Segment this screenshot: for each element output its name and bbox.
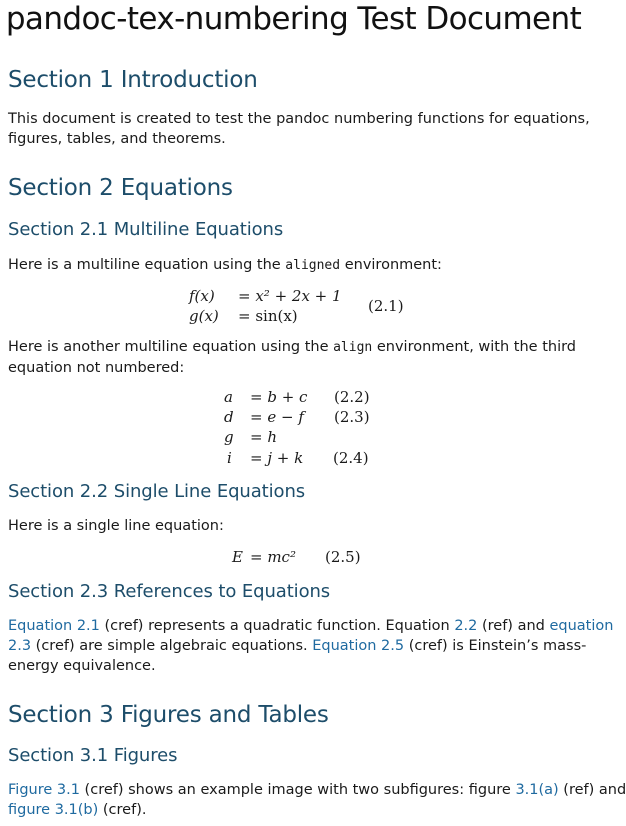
text-run: environment: bbox=[340, 257, 442, 273]
inline-code: align bbox=[333, 340, 373, 355]
equation-rhs: = h bbox=[250, 428, 277, 446]
text-run: (ref) and bbox=[477, 618, 550, 634]
figure-3-1a-link[interactable]: 3.1(a) bbox=[515, 782, 559, 798]
equation-lhs: g(x) bbox=[189, 307, 219, 325]
equation-rhs: = sin(x) bbox=[238, 307, 298, 325]
text-run: environment, with the third bbox=[372, 339, 577, 355]
paragraph-line bbox=[8, 616, 614, 636]
figure-3-1-link[interactable]: Figure 3.1 bbox=[8, 782, 80, 798]
equation-lhs: f(x) bbox=[189, 287, 215, 305]
aligned-intro-paragraph bbox=[8, 255, 582, 276]
section-2-2-heading: Section 2.2 Single Line Equations bbox=[8, 481, 306, 502]
equation-2-5-link[interactable]: Equation 2.5 bbox=[312, 638, 405, 654]
equation-2-3-link[interactable]: equation bbox=[549, 618, 614, 634]
section-1-paragraph bbox=[8, 109, 590, 149]
equation-rhs: = j + k bbox=[250, 449, 304, 467]
paragraph-line bbox=[8, 636, 587, 656]
equation-rhs: = b + c bbox=[250, 388, 308, 406]
section-2-3-heading: Section 2.3 References to Equations bbox=[8, 581, 331, 602]
paragraph-line: equation not numbered: bbox=[8, 360, 185, 376]
text-run: Here is another multiline equation using the bbox=[8, 339, 334, 355]
single-line-intro-paragraph bbox=[8, 516, 582, 536]
paragraph-line bbox=[8, 337, 582, 358]
equation-2-5 bbox=[0, 546, 587, 568]
equation-number: (2.2) bbox=[334, 388, 370, 406]
figure-3-1b-link[interactable]: figure 3.1(b) bbox=[8, 802, 99, 818]
text-run: (cref). bbox=[98, 802, 147, 818]
section-2-1-heading: Section 2.1 Multiline Equations bbox=[8, 219, 284, 240]
section-3-1-heading: Section 3.1 Figures bbox=[8, 745, 178, 766]
text-run: (cref) represents a quadratic function. Equation bbox=[99, 618, 455, 634]
document-title: pandoc-tex-numbering Test Document bbox=[5, 1, 582, 37]
inline-code: aligned bbox=[285, 258, 341, 273]
equation-number: (2.1) bbox=[368, 297, 404, 315]
align-equations bbox=[0, 388, 587, 470]
equation-2-1 bbox=[0, 285, 587, 329]
paragraph-line: figures, tables, and theorems. bbox=[8, 131, 226, 147]
equation-rhs: = x² + 2x + 1 bbox=[238, 287, 342, 305]
equation-2-2-link[interactable]: 2.2 bbox=[454, 618, 478, 634]
equation-lhs: E bbox=[232, 548, 243, 566]
equation-lhs: a bbox=[224, 388, 233, 406]
equation-2-1-link[interactable]: Equation 2.1 bbox=[8, 618, 100, 634]
paragraph-line: This document is created to test the pandoc numbering functions for equations, bbox=[8, 111, 590, 127]
equation-lhs: i bbox=[227, 449, 232, 467]
paragraph-line: energy equivalence. bbox=[8, 658, 156, 674]
align-intro-paragraph bbox=[8, 337, 582, 378]
equation-number: (2.5) bbox=[325, 548, 361, 566]
text-run: Here is a multiline equation using the bbox=[8, 257, 286, 273]
equation-number: (2.3) bbox=[334, 408, 370, 426]
figure-references-paragraph bbox=[8, 780, 626, 820]
section-3-heading: Section 3 Figures and Tables bbox=[8, 702, 329, 728]
equation-references-paragraph bbox=[8, 616, 614, 676]
equation-rhs: = mc² bbox=[250, 548, 296, 566]
equation-2-3-link-number[interactable]: 2.3 bbox=[8, 638, 32, 654]
equation-lhs: d bbox=[224, 408, 234, 426]
equation-number: (2.4) bbox=[333, 449, 369, 467]
text-run: (cref) shows an example image with two subfigures: figure bbox=[79, 782, 516, 798]
paragraph-line: Here is a single line equation: bbox=[8, 518, 224, 534]
text-run: (cref) are simple algebraic equations. bbox=[31, 638, 313, 654]
equation-rhs: = e − f bbox=[250, 408, 304, 426]
paragraph-line bbox=[8, 780, 626, 800]
equation-lhs: g bbox=[224, 428, 234, 446]
section-2-heading: Section 2 Equations bbox=[8, 175, 233, 201]
paragraph-line bbox=[8, 800, 582, 820]
text-run: (cref) is Einstein’s mass- bbox=[404, 638, 587, 654]
section-1-heading: Section 1 Introduction bbox=[8, 67, 258, 93]
text-run: (ref) and bbox=[558, 782, 626, 798]
paragraph-line bbox=[8, 255, 582, 276]
